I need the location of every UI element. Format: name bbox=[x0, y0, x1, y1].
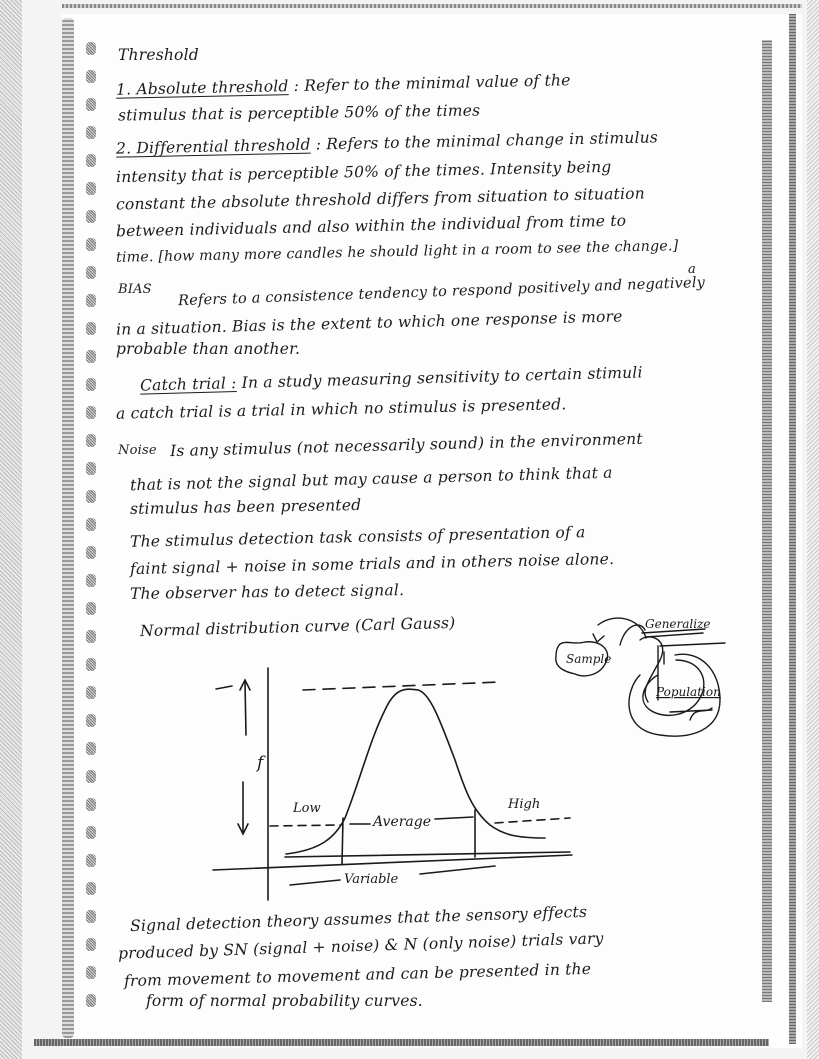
sample-label: Sample bbox=[566, 652, 612, 666]
generalize-arrowhead bbox=[593, 634, 604, 642]
absolute-threshold-line2: stimulus that is perceptible 50% of the times bbox=[117, 101, 481, 125]
differential-line2: intensity that is perceptible 50% of the times. Intensity being bbox=[115, 157, 612, 187]
differential-threshold-text: : Refers to the minimal change in stimulus bbox=[315, 128, 659, 154]
average-label: Average bbox=[373, 814, 432, 830]
population-diagram bbox=[556, 618, 725, 736]
y-tick bbox=[216, 686, 232, 689]
bias-line3: probable than another. bbox=[116, 340, 301, 358]
low-label: Low bbox=[293, 801, 321, 816]
high-dashed-line bbox=[495, 818, 570, 823]
top-dashed-line bbox=[303, 682, 500, 690]
differential-line4: between individuals and also within the individual from time to bbox=[115, 211, 627, 241]
absolute-threshold-text: : Refer to the minimal value of the bbox=[293, 71, 571, 96]
sdt-line4: form of normal probability curves. bbox=[146, 992, 423, 1010]
page-title: Threshold bbox=[118, 46, 199, 64]
catch-trial-text: In a study measuring sensitivity to certain stimuli bbox=[241, 363, 643, 392]
normal-curve-heading: Normal distribution curve (Carl Gauss) bbox=[139, 613, 456, 641]
noise-line1: Is any stimulus (not necessarily sound) in the environment bbox=[169, 429, 643, 461]
variable-line-right bbox=[420, 866, 495, 874]
sdt-line3: from movement to movement and can be presented in the bbox=[123, 959, 592, 991]
arrow-to-sample bbox=[598, 618, 646, 638]
differential-line3: constant the absolute threshold differs from situation to situation bbox=[115, 184, 646, 214]
low-dashed-line bbox=[270, 825, 340, 826]
generalize-underline-2 bbox=[646, 633, 703, 637]
population-top-line bbox=[660, 643, 725, 646]
noise-line3: stimulus has been presented bbox=[129, 495, 362, 519]
normal-curve-diagram bbox=[213, 668, 572, 900]
differential-threshold-heading: 2. Differential threshold bbox=[115, 135, 311, 158]
differential-line5: time. [how many more candles he should light in a room to see the change.] bbox=[115, 238, 679, 266]
sdt-line1: Signal detection theory assumes that the sensory effects bbox=[129, 902, 588, 936]
catch-trial-heading: Catch trial : bbox=[139, 374, 237, 395]
bias-line1: Refers to a consistence tendency to respond positively and negatively bbox=[177, 274, 706, 310]
population-underline bbox=[670, 710, 712, 712]
noise-line2: that is not the signal but may cause a person to think that a bbox=[129, 463, 613, 495]
sdt-line2: produced by SN (signal + noise) & N (only noise) trials vary bbox=[117, 929, 604, 963]
detection-line1: The stimulus detection task consists of presentation of a bbox=[129, 523, 586, 551]
detection-line3: The observer has to detect signal. bbox=[129, 581, 405, 603]
absolute-threshold-heading: 1. Absolute threshold bbox=[115, 77, 289, 99]
variable-label: Variable bbox=[344, 872, 399, 887]
y-arrow-up bbox=[245, 682, 246, 735]
detection-line2: faint signal + noise in some trials and in others noise alone. bbox=[129, 549, 615, 579]
x-axis-line bbox=[213, 855, 572, 870]
catch-trial-line2: a catch trial is a trial in which no stimulus is presented. bbox=[115, 395, 567, 423]
average-line-right bbox=[435, 817, 473, 819]
high-label: High bbox=[508, 797, 541, 812]
population-label: Population bbox=[656, 685, 721, 699]
insert-mark: a bbox=[688, 262, 696, 277]
left-boundary bbox=[342, 818, 343, 864]
bias-heading: BIAS bbox=[118, 282, 152, 297]
generalize-label: Generalize bbox=[645, 617, 711, 631]
bias-line2: in a situation. Bias is the extent to which one response is more bbox=[115, 307, 623, 339]
variable-line-left bbox=[290, 880, 340, 885]
y-axis-label: f bbox=[257, 753, 264, 773]
noise-heading: Noise bbox=[118, 443, 157, 458]
